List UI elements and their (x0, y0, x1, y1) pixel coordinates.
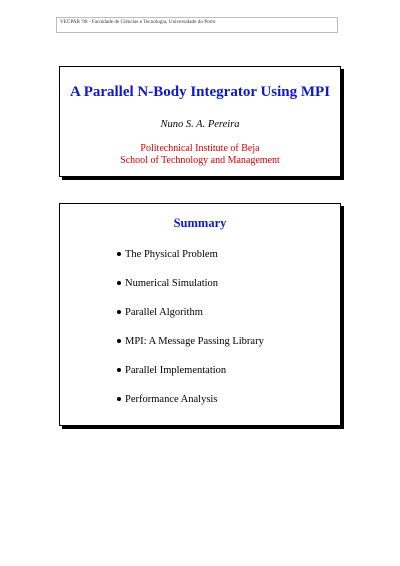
list-item-text: Parallel Algorithm (125, 307, 203, 318)
list-item (117, 248, 264, 277)
list-item (117, 335, 264, 364)
list-item-text: The Physical Problem (125, 249, 218, 260)
page-header (56, 17, 338, 33)
list-item-text: Performance Analysis (125, 394, 218, 405)
bullet-icon (117, 281, 121, 285)
list-item-text: Numerical Simulation (125, 278, 219, 289)
slide-title: A Parallel N-Body Integrator Using MPI (69, 84, 331, 100)
affiliation-institute: Politechnical Institute of Beja (140, 143, 260, 154)
summary-slide (59, 203, 341, 426)
author-name: Nuno S. A. Pereira (160, 119, 240, 130)
bullet-icon (117, 339, 121, 343)
list-item (117, 277, 264, 306)
title-slide (59, 66, 341, 177)
list-item (117, 306, 264, 335)
bullet-icon (117, 252, 121, 256)
list-item-text: MPI: A Message Passing Library (125, 336, 264, 347)
bullet-icon (117, 368, 121, 372)
list-item (117, 364, 264, 393)
bullet-icon (117, 397, 121, 401)
summary-list (117, 248, 264, 422)
affiliation-school: School of Technology and Management (120, 155, 280, 166)
list-item (117, 393, 264, 422)
bullet-icon (117, 310, 121, 314)
summary-heading: Summary (173, 216, 227, 230)
header-text: VECPAR '98 - Faculdade de Ciências e Tecnologia, Universidade do Porto (60, 19, 216, 25)
list-item-text: Parallel Implementation (125, 365, 227, 376)
